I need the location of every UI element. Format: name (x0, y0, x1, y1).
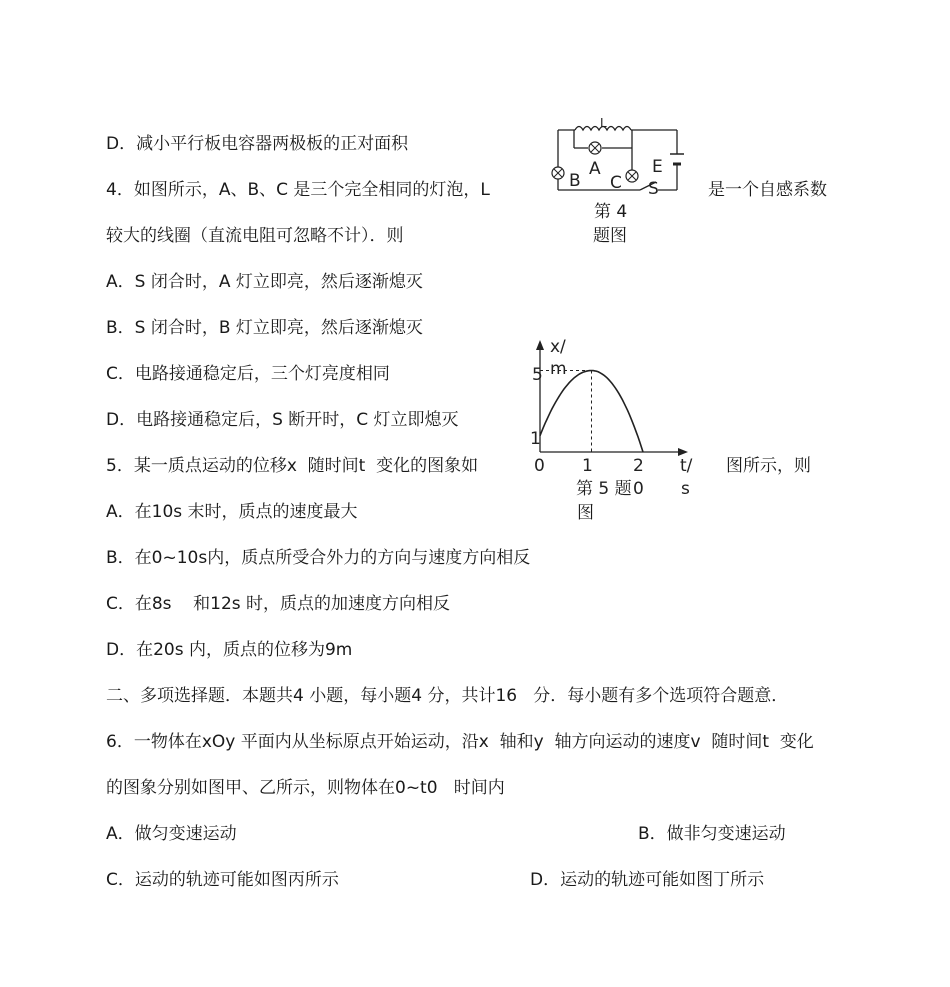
y-axis-arrow-icon (536, 340, 544, 350)
option-q6-b: B．做非匀变速运动 (638, 824, 786, 844)
option-q5-b: B．在0~10s内，质点所受合外力的方向与速度方向相反 (106, 548, 531, 568)
option-q4-d: D．电路接通稳定后，S 断开时，C 灯立即熄灭 (106, 410, 459, 430)
y-axis-label-unit: m (550, 359, 567, 379)
battery-icon (670, 154, 684, 164)
question-4-stem-line2: 较大的线圈（直流电阻可忽略不计）．则 (106, 226, 404, 246)
option-q4-a: A．S 闭合时，A 灯立即亮，然后逐渐熄灭 (106, 272, 423, 292)
option-q5-a: A．在10s 末时，质点的速度最大 (106, 502, 358, 522)
figure-5-caption: 第 5 题 (576, 479, 632, 499)
question-4-stem-continued: 是一个自感系数 (708, 180, 827, 200)
x-axis-arrow-icon (678, 448, 688, 456)
figure-5-chart (520, 332, 700, 502)
label-l: L (600, 118, 607, 130)
label-b: B (569, 171, 581, 191)
question-6-stem: 6．一物体在xOy 平面内从坐标原点开始运动，沿x 轴和y 轴方向运动的速度v 随时间t 变化 (106, 732, 814, 752)
section-2-heading: 二、多项选择题．本题共4 小题，每小题4 分，共计16 分．每小题有多个选项符合题意． (106, 686, 789, 706)
figure-5-caption-line2: 图 (577, 503, 594, 523)
x-tick-2: 2 (633, 456, 644, 476)
option-q6-d: D．运动的轨迹可能如图丁所示 (530, 870, 765, 890)
question-5-stem-continued: 图所示，则 (726, 456, 811, 476)
figure-4-caption-line2: 题图 (593, 226, 627, 246)
x-tick-0: 0 (534, 456, 545, 476)
x-axis-label-unit: s (681, 479, 690, 499)
x-axis-label: t/ (680, 456, 693, 476)
option-q3-d: D．减小平行板电容器两极板的正对面积 (106, 134, 409, 154)
question-5-stem: 5．某一质点运动的位移x 随时间t 变化的图象如 (106, 456, 479, 476)
question-6-stem-line2: 的图象分别如图甲、乙所示，则物体在0~t0 时间内 (106, 778, 505, 798)
option-q6-c: C．运动的轨迹可能如图丙所示 (106, 870, 339, 890)
label-e: E (652, 157, 663, 177)
figure-5-caption-zero: 0 (633, 479, 644, 499)
option-q6-a: A．做匀变速运动 (106, 824, 237, 844)
y-tick-5: 5 (532, 365, 543, 385)
label-c: C (610, 173, 622, 193)
option-q5-c: C．在8s 和12s 时，质点的加速度方向相反 (106, 594, 451, 614)
figure-4-caption: 第 4 (594, 202, 628, 222)
label-s: S (648, 179, 659, 199)
x-tick-1: 1 (582, 456, 593, 476)
figure-4-circuit (540, 118, 700, 200)
option-q4-b: B．S 闭合时，B 灯立即亮，然后逐渐熄灭 (106, 318, 423, 338)
y-axis-label: x/ (550, 337, 566, 357)
question-4-stem: 4．如图所示，A、B、C 是三个完全相同的灯泡，L (106, 180, 490, 200)
option-q5-d: D．在20s 内，质点的位移为9m (106, 640, 353, 660)
option-q4-c: C．电路接通稳定后，三个灯亮度相同 (106, 364, 390, 384)
y-tick-1: 1 (530, 429, 541, 449)
label-a: A (589, 159, 601, 179)
